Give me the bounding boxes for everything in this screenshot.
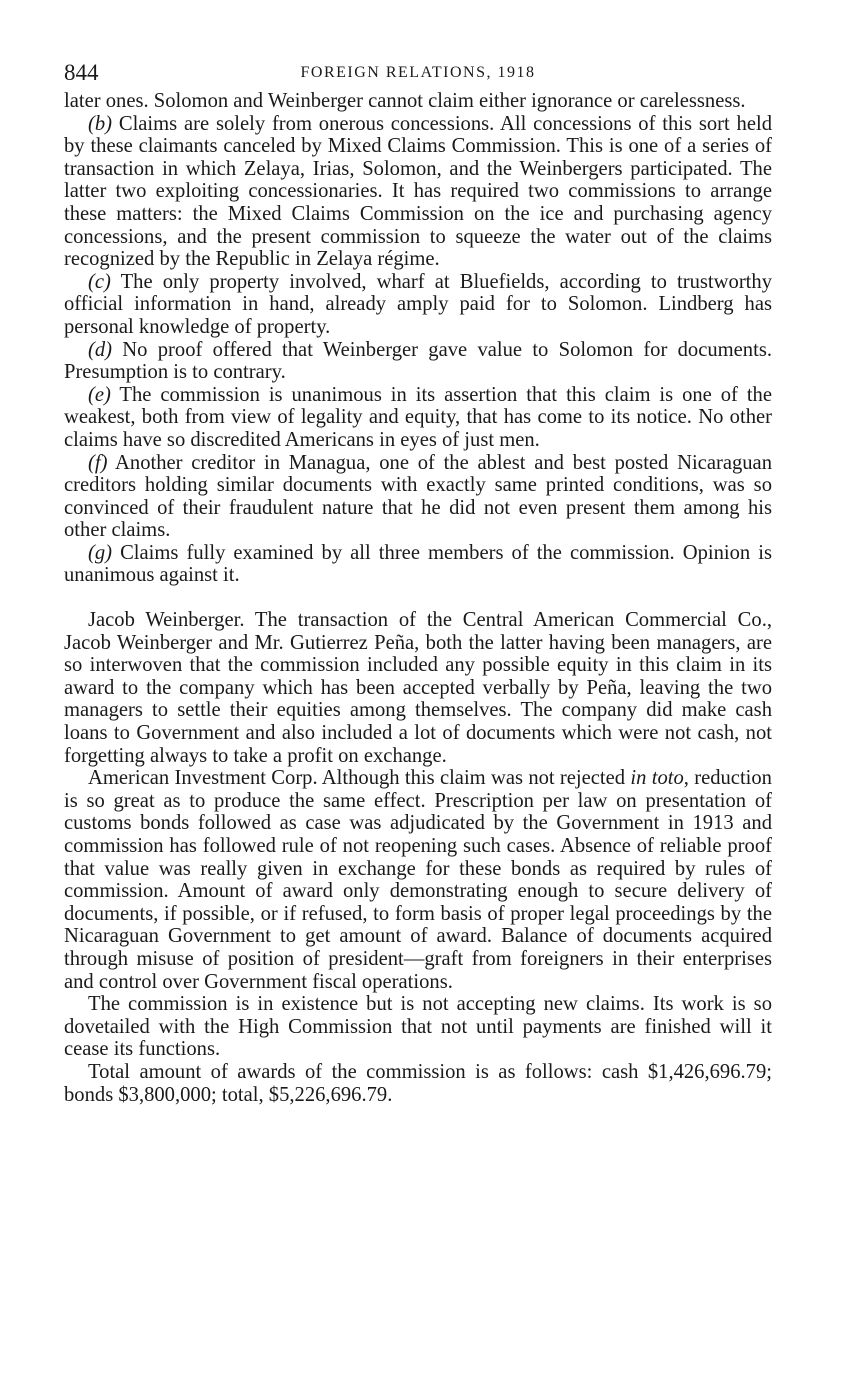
paragraph-f — [64, 452, 772, 542]
item-marker-d: (d) — [88, 338, 113, 361]
section-gap — [64, 587, 772, 609]
item-marker-c: (c) — [88, 270, 111, 293]
paragraph-f-text: Another creditor in Managua, one of the ablest and best posted Nicaraguan creditors holding similar documents with exactly same printed conditions, was so convinced of their fraudulent nature that he did not even present them among his other claims. — [64, 451, 772, 542]
item-marker-g: (g) — [88, 541, 113, 564]
running-head: FOREIGN RELATIONS, 1918 — [300, 64, 536, 81]
paragraph-d-text: No proof offered that Weinberger gave value to Solomon for documents. Presumption is to contrary. — [64, 338, 772, 384]
latin-phrase: in toto — [630, 767, 684, 790]
paragraph-american-investment — [64, 767, 772, 993]
paragraph-total-awards: Total amount of awards of the commission is as follows: cash $1,426,696.79; bonds $3,800,000; total, $5,226,696.79. — [64, 1060, 772, 1106]
paragraph-american-investment-lead: American Investment Corp. Although this claim was not rejected — [88, 767, 631, 790]
item-marker-b: (b) — [88, 112, 113, 135]
page-number: 844 — [64, 60, 99, 85]
document-page — [64, 58, 772, 1106]
paragraph-b-text: Claims are solely from onerous concessions. All concessions of this sort held by these claimants canceled by Mixed Claims Commission. This is one of a series of transaction in which Zelaya, Irias, Solomon, and the Weinbergers participated. The latter two exploiting concessionaries. It has required two commissions to arrange these matters: the Mixed Claims Commission on the ice and purchasing agency concessions, and the present commission to squeeze the water out of the claims recognized by the Republic in Zelaya régime. — [64, 112, 772, 271]
paragraph-american-investment-rest: , reduction is so great as to produce the same effect. Prescription per law on presentation of customs bonds followed as case was adjudicated by the Government in 1913 and commission has followed rule of not reopening such cases. Absence of reliable proof that value was really given in exchange for these bonds as required by rules of commission. Amount of award only demonstrating enough to secure delivery of documents, if possible, or if refused, to form basis of proper legal proceedings by the Nicaraguan Government to get amount of award. Balance of documents acquired through misuse of position of president—graft from foreigners in their enterprises and control over Government fiscal operations. — [64, 767, 772, 993]
body-text — [64, 90, 772, 1106]
paragraph-c — [64, 271, 772, 339]
item-marker-e: (e) — [88, 383, 111, 406]
paragraph-jacob-weinberger: Jacob Weinberger. The transaction of the Central American Commercial Co., Jacob Weinberger and Mr. Gutierrez Peña, both the latter having been managers, are so interwoven that the commission included any possible equity in this claim in its award to the company which has been accepted verbally by Peña, leaving the two managers to settle their equities among themselves. The company did make cash loans to Government and also included a lot of documents which were not cash, not forgetting always to take a profit on exchange. — [64, 609, 772, 767]
page-header — [64, 58, 772, 90]
paragraph-e-text: The commission is unanimous in its assertion that this claim is one of the weakest, both from view of legality and equity, that has come to its notice. No other claims have so discredited Americans in eyes of just men. — [64, 383, 772, 451]
paragraph-continuation: later ones. Solomon and Weinberger cannot claim either ignorance or carelessness. — [64, 90, 746, 112]
paragraph-d — [64, 339, 772, 384]
paragraph-c-text: The only property involved, wharf at Bluefields, according to trustworthy official information in hand, already amply paid for to Solomon. Lindberg has personal knowledge of property. — [64, 270, 772, 338]
paragraph-g — [64, 542, 772, 587]
item-marker-f: (f) — [88, 451, 108, 474]
paragraph-commission-existence: The commission is in existence but is not accepting new claims. Its work is so dovetailed with the High Commission that not until payments are finished will it cease its functions. — [64, 993, 772, 1061]
paragraph-e — [64, 384, 772, 452]
paragraph-b — [64, 113, 772, 271]
paragraph-g-text: Claims fully examined by all three members of the commission. Opinion is unanimous against it. — [64, 541, 772, 587]
